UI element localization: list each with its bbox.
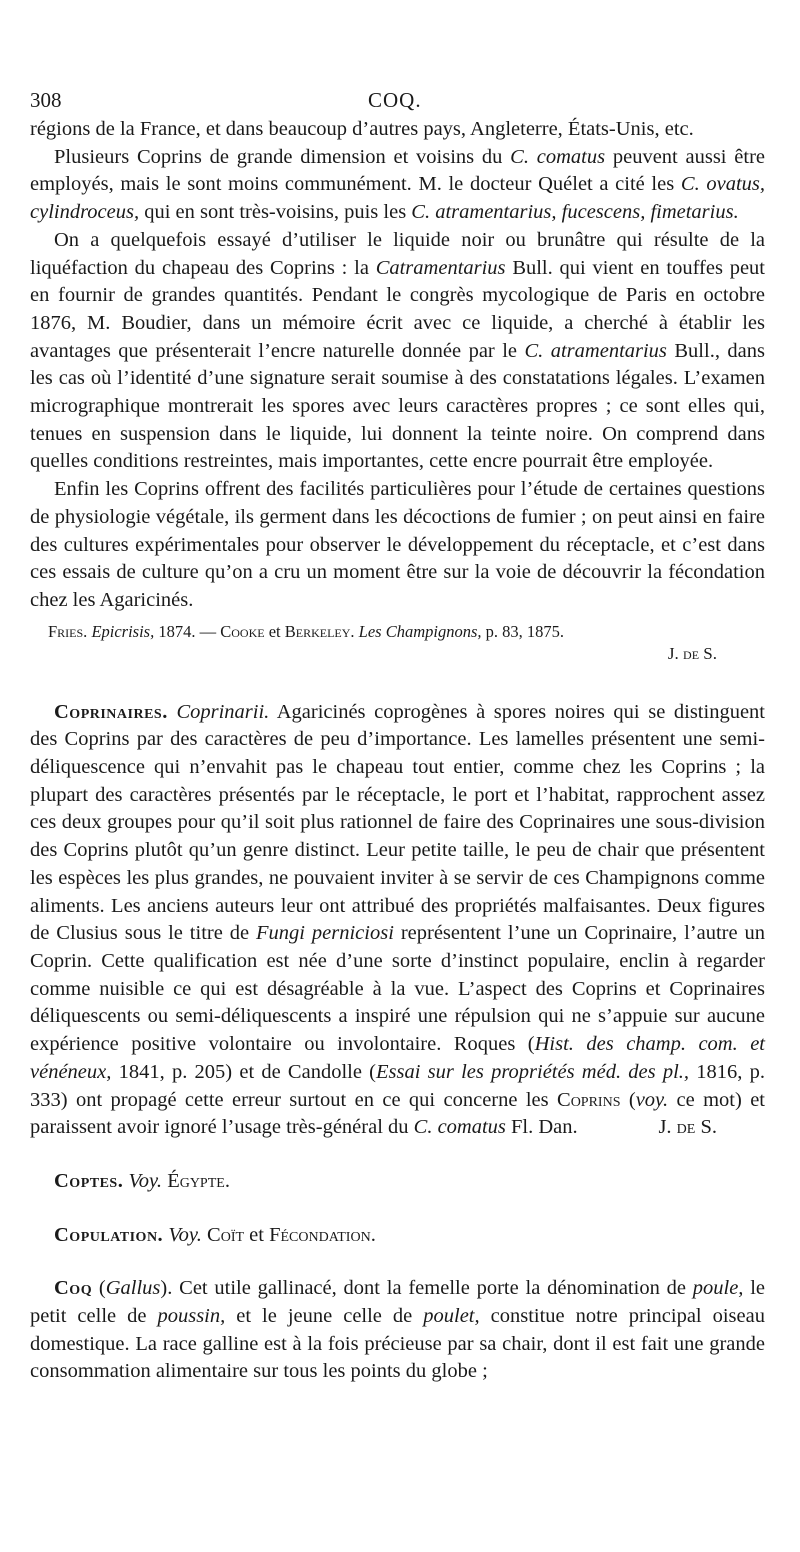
author-signature: J. de S. (667, 643, 717, 663)
running-head (30, 88, 765, 116)
paragraph-physiology: Enfin les Coprins offrent des facilités particulières pour l’étude de certaines questions de physiologie végétale, ils germent dans les décoctions de fumier ; on peut ainsi en faire des cultures expérimentales pour observer le développement du réceptacle, et c’est dans ces essais de culture qu’on a cru un moment être sur la voie de découvrir la fécondation chez les Agaricinés. (30, 478, 765, 611)
entry-coq: Coq (Gallus). Cet utile gallinacé, dont la femelle porte la dénomination de poule, le petit celle de poussin, et le jeune celle de poulet, constitue notre principal oiseau domestique. La race galline est à la fois précieuse par sa chair, dont il est fait une grande consommation alimentaire sur tous les points du globe ; (30, 1277, 766, 1383)
paragraph-coprins-species: Plusieurs Coprins de grande dimension et voisins du C. comatus peuvent aussi être employés, mais le sont moins communément. M. le docteur Quélet a cité les C. ovatus, cylindroceus, qui en sont très-voisins, puis les C. atramentarius, fucescens, fimetarius. (30, 145, 766, 224)
bibliography-references: Fries. Epicrisis, 1874. — Cooke et Berkeley. Les Champignons, p. 83, 1875. (48, 621, 565, 641)
page (30, 88, 765, 1386)
entry-coptes: Coptes. Voy. Égypte. (54, 1169, 230, 1192)
entry-copulation: Copulation. Voy. Coït et Fécondation. (54, 1223, 376, 1246)
entry-headword: Copulation. (54, 1223, 164, 1246)
entry-coprinaires: Coprinaires. Coprinarii. Agaricinés coprogènes à spores noires qui se distinguent des Coprins par des caractères de peu d’importance. Les lamelles présentent une semi-déliquescence qui n’envahit pas le chapeau tout entier, comme chez les Coprins ; la plupart des caractères présentés par le réceptacle, le port et l’habitat, rapprochent assez ces deux groupes pour qu’il soit plus rationnel de faire des Coprinaires une sous-division des Coprins plutôt qu’un genre distinct. Leur petite taille, le peu de chair que présentent les espèces les plus grandes, ne pouvaient inviter à se servir de ces Champignons comme aliments. Les anciens auteurs leur ont attribué des propriétés malfaisantes. Deux figures de Clusius sous le titre de Fungi perniciosi représentent l’une un Coprinaire, l’autre un Coprin. Cette qualification est née d’une sorte d’instinct populaire, enclin à regarder comme nuisible ce qui est désagréable à la vue. L’aspect des Coprins et Coprinaires déliquescents ou semi-déliquescents a inspiré une répulsion qui ne s’appuie sur aucune expérience positive volontaire ou involontaire. Roques (Hist. des champ. com. et vénéneux, 1841, p. 205) et de Candolle (Essai sur les propriétés méd. des pl., 1816, p. 333) ont propagé cette erreur surtout en ce qui concerne les Coprins (voy. ce mot) et paraissent avoir ignoré l’usage très-général du C. comatus Fl. Dan. J. de S. (30, 699, 765, 1142)
entry-headword: Coq (54, 1277, 93, 1300)
author-signature: J. de S. (658, 1116, 717, 1139)
entry-headword: Coptes. (54, 1169, 124, 1192)
paragraph-continued: régions de la France, et dans beaucoup d’autres pays, Angleterre, États-Unis, etc. (30, 118, 694, 140)
page-number: 308 (30, 88, 62, 112)
running-head-word: COQ. (368, 88, 422, 112)
paragraph-ink: On a quelquefois essayé d’utiliser le liquide noir ou brunâtre qui résulte de la liquéfaction du chapeau des Coprins : la Catramentarius Bull. qui vient en touffes peut en fournir de grandes quantités. Pendant le congrès mycologique de Paris en octobre 1876, M. Boudier, dans un mémoire écrit avec ce liquide, a cherché à établir les avantages que présenterait l’encre naturelle donnée par le C. atramentarius Bull., dans les cas où l’identité d’une signature serait soumise à des constatations légales. L’examen micrographique montrerait les spores avec leurs caractères propres ; ce sont elles qui, tenues en suspension dans le liquide, lui donnent la teinte noire. On comprend dans quelles conditions restreintes, mais importantes, cette encre pourrait être employée. (30, 228, 765, 473)
entry-headword: Coprinaires. (54, 700, 168, 723)
